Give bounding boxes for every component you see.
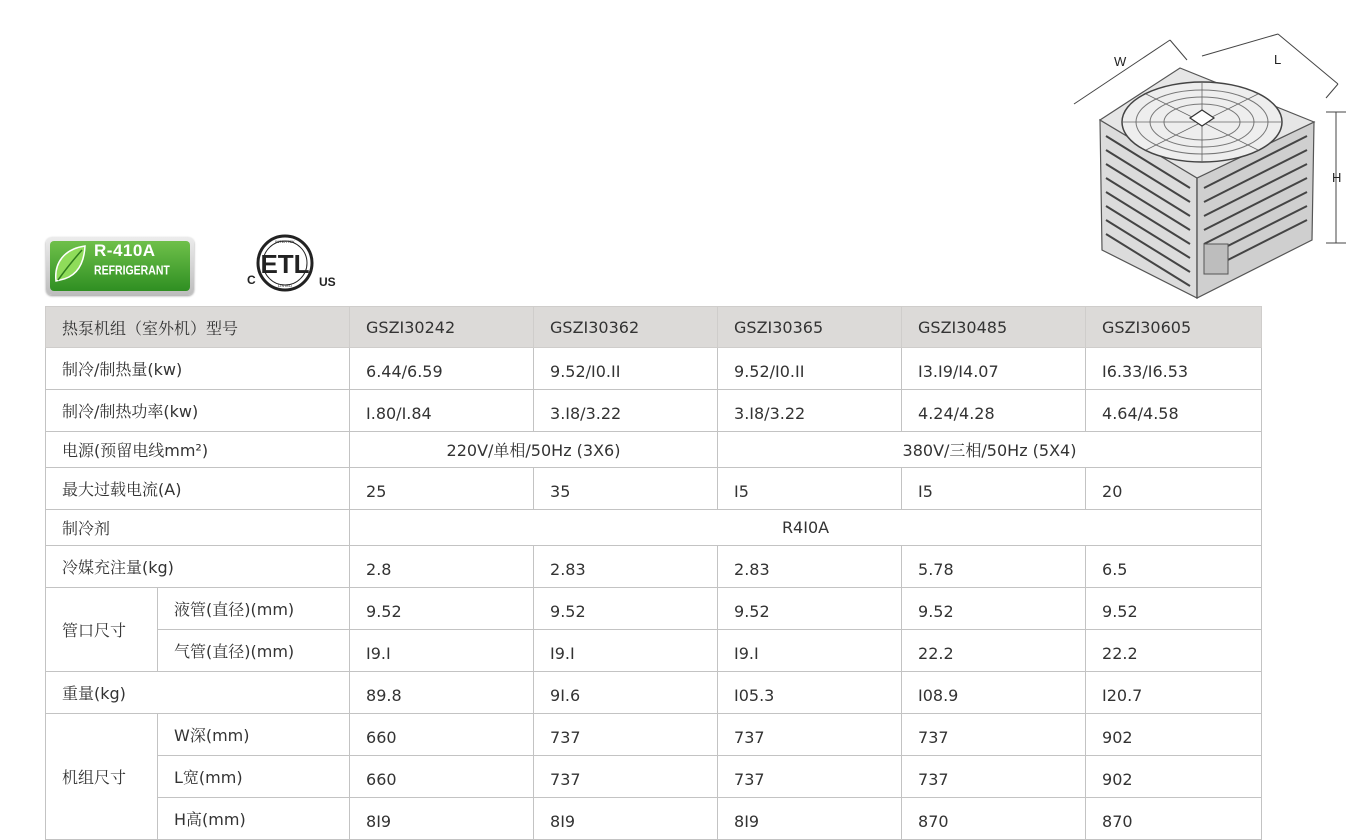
table-row-charge — [46, 546, 1262, 588]
row-label: 重量(kg) — [46, 672, 350, 714]
table-cell: 9.52 — [350, 588, 534, 630]
pipe-group-label: 管口尺寸 — [46, 588, 158, 672]
refrigerant-value: R4I0A — [350, 510, 1262, 546]
table-cell: 2.83 — [534, 546, 718, 588]
table-cell: I9.I — [534, 630, 718, 672]
table-cell: 9I.6 — [534, 672, 718, 714]
table-cell: 8I9 — [350, 798, 534, 840]
table-row-supply — [46, 432, 1262, 468]
table-cell: 2.8 — [350, 546, 534, 588]
table-cell: 870 — [1086, 798, 1262, 840]
row-sublabel: 液管(直径)(mm) — [158, 588, 350, 630]
table-cell: 660 — [350, 714, 534, 756]
table-cell: 22.2 — [902, 630, 1086, 672]
table-cell: 9.52 — [902, 588, 1086, 630]
table-cell: 35 — [534, 468, 718, 510]
table-row-gas-pipe — [46, 630, 1262, 672]
table-cell: 9.52/I0.II — [534, 348, 718, 390]
table-cell: 870 — [902, 798, 1086, 840]
table-row-dim-l — [46, 756, 1262, 798]
table-cell: 4.24/4.28 — [902, 390, 1086, 432]
table-cell: 6.44/6.59 — [350, 348, 534, 390]
table-cell: 22.2 — [1086, 630, 1262, 672]
header-model-1: GSZI30242 — [350, 307, 534, 348]
dimension-w-label: W — [1114, 54, 1127, 69]
table-row-weight — [46, 672, 1262, 714]
table-row-power — [46, 390, 1262, 432]
etl-right-text: US — [319, 275, 336, 289]
table-cell: 8I9 — [534, 798, 718, 840]
row-sublabel: L宽(mm) — [158, 756, 350, 798]
table-cell: I9.I — [718, 630, 902, 672]
etl-mark: ETL — [260, 249, 310, 279]
row-label: 制冷/制热量(kw) — [46, 348, 350, 390]
table-cell: 737 — [718, 756, 902, 798]
row-label: 冷媒充注量(kg) — [46, 546, 350, 588]
row-label: 制冷剂 — [46, 510, 350, 546]
table-cell: 9.52 — [534, 588, 718, 630]
spec-table — [45, 306, 1262, 840]
outdoor-unit-illustration — [1062, 30, 1354, 305]
table-cell: I3.I9/I4.07 — [902, 348, 1086, 390]
header-model-3: GSZI30365 — [718, 307, 902, 348]
table-cell: 9.52 — [718, 588, 902, 630]
table-cell: 660 — [350, 756, 534, 798]
table-cell: 737 — [534, 756, 718, 798]
header-model-4: GSZI30485 — [902, 307, 1086, 348]
table-cell: I5 — [902, 468, 1086, 510]
table-cell: I6.33/I6.53 — [1086, 348, 1262, 390]
table-cell: I9.I — [350, 630, 534, 672]
table-cell: 89.8 — [350, 672, 534, 714]
row-sublabel: W深(mm) — [158, 714, 350, 756]
table-cell: 737 — [902, 756, 1086, 798]
table-cell: 737 — [534, 714, 718, 756]
row-label: 最大过载电流(A) — [46, 468, 350, 510]
row-sublabel: H高(mm) — [158, 798, 350, 840]
table-cell: 9.52/I0.II — [718, 348, 902, 390]
table-cell: I.80/I.84 — [350, 390, 534, 432]
supply-single-phase: 220V/单相/50Hz (3X6) — [350, 432, 718, 468]
table-cell: 2.83 — [718, 546, 902, 588]
table-cell: 902 — [1086, 756, 1262, 798]
table-row-dim-h — [46, 798, 1262, 840]
table-cell: 737 — [718, 714, 902, 756]
table-header-row — [46, 307, 1262, 348]
dimension-h-label: H — [1332, 170, 1342, 185]
table-cell: I08.9 — [902, 672, 1086, 714]
table-row-liquid-pipe — [46, 588, 1262, 630]
table-cell: 3.I8/3.22 — [718, 390, 902, 432]
table-cell: 737 — [902, 714, 1086, 756]
etl-left-text: C — [247, 273, 256, 287]
supply-three-phase: 380V/三相/50Hz (5X4) — [718, 432, 1262, 468]
row-label: 制冷/制热功率(kw) — [46, 390, 350, 432]
table-cell: 6.5 — [1086, 546, 1262, 588]
etl-certification-logo — [245, 233, 345, 295]
header-model-label: 热泵机组（室外机）型号 — [46, 307, 350, 348]
dimension-l-label: L — [1274, 52, 1282, 67]
service-panel — [1204, 244, 1228, 274]
table-cell: 5.78 — [902, 546, 1086, 588]
header-model-2: GSZI30362 — [534, 307, 718, 348]
table-cell: 4.64/4.58 — [1086, 390, 1262, 432]
table-row-refrigerant — [46, 510, 1262, 546]
header-model-5: GSZI30605 — [1086, 307, 1262, 348]
table-cell: 9.52 — [1086, 588, 1262, 630]
row-sublabel: 气管(直径)(mm) — [158, 630, 350, 672]
dims-group-label: 机组尺寸 — [46, 714, 158, 840]
table-row-dim-w — [46, 714, 1262, 756]
table-cell: I5 — [718, 468, 902, 510]
leaf-icon — [52, 243, 88, 285]
etl-ring-bottom: LISTED — [277, 283, 293, 288]
table-cell: 8I9 — [718, 798, 902, 840]
table-cell: 25 — [350, 468, 534, 510]
table-row-max-current — [46, 468, 1262, 510]
table-cell: 3.I8/3.22 — [534, 390, 718, 432]
table-row-capacity — [46, 348, 1262, 390]
badge-subtitle: REFRIGERANT — [94, 263, 170, 278]
badge-title: R-410A — [94, 241, 156, 260]
r410a-refrigerant-badge — [46, 237, 194, 295]
table-cell: 902 — [1086, 714, 1262, 756]
table-cell: I20.7 — [1086, 672, 1262, 714]
etl-ring-top: INTERTEK — [275, 239, 295, 244]
table-cell: 20 — [1086, 468, 1262, 510]
row-label: 电源(预留电线mm²) — [46, 432, 350, 468]
table-cell: I05.3 — [718, 672, 902, 714]
